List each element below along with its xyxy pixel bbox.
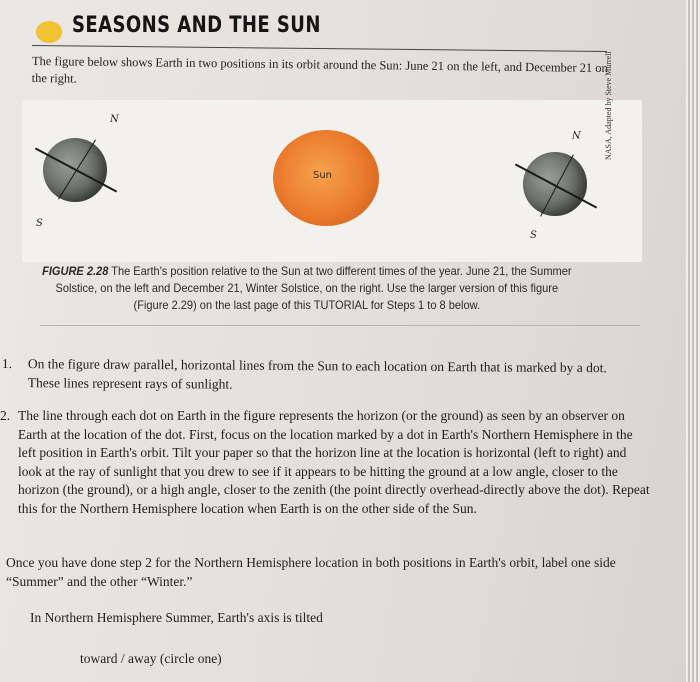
earth-june-south-label: S: [36, 218, 43, 229]
page-edge: [686, 0, 700, 682]
figure-caption: [40, 263, 574, 314]
figure-caption-text: The Earth's position relative to the Sun at two different times of the year. June 21, the Summer Solstice, on the left and December 21, Winter Solstice, on the right. Use the larger version of this figure (Figure 2.29) on the last page of this TUTORIAL for Steps 1 to 8 below.: [55, 264, 572, 312]
earth-december-south-label: S: [530, 230, 537, 241]
step-text: The line through each dot on Earth in the figure represents the horizon (or the ground) as seen by an observer on Earth at the location of the dot. First, focus on the location marked by a dot in Earth's Northern Hemisphere in the left position in Earth's orbit. Tilt your paper so that the horizon line at the location is horizontal (left to right) and look at the ray of sunlight that you drew to see if it appears to be hitting the ground at a low angle, closer to the horizon (the ground), or a high angle, closer to the zenith (the point directly overhead-directly above the dot). Repeat this for the Northern Hemisphere location when Earth is on the other side of the Sun.: [18, 408, 650, 516]
figure-caption-label: FIGURE 2.28: [42, 264, 109, 278]
step-text: On the figure draw parallel, horizontal lines from the Sun to each location on Earth that is marked by a dot. These lines represent rays of sunlight.: [27, 356, 607, 392]
figure-divider: [40, 325, 640, 326]
step-number: 1.: [1, 355, 13, 372]
step-number: 2.: [0, 408, 11, 423]
seasons-figure: [22, 100, 642, 262]
question-choice: toward / away (circle one): [80, 651, 222, 666]
intro-paragraph: The figure below shows Earth in two positions in its orbit around the Sun: June 21 on the left, and December 21 on the right.: [31, 53, 608, 86]
step-item: [2, 355, 642, 396]
question-prompt: In Northern Hemisphere Summer, Earth's axis is tilted: [30, 610, 323, 625]
sun-label: Sun: [313, 170, 333, 181]
earth-december-north-label: N: [572, 128, 581, 139]
title-divider: [32, 45, 607, 52]
figure-credit: NASA, Adapted by Steve Murrell: [604, 51, 613, 160]
summary-paragraph: Once you have done step 2 for the Northern Hemisphere location in both positions in Earth's orbit, label one side “Summer” and the other “Winter.”: [6, 555, 616, 589]
step-item: [0, 407, 650, 518]
section-bullet-icon: [36, 21, 62, 43]
section-title: SEASONS AND THE SUN: [72, 13, 321, 38]
earth-june-north-label: N: [110, 114, 119, 125]
